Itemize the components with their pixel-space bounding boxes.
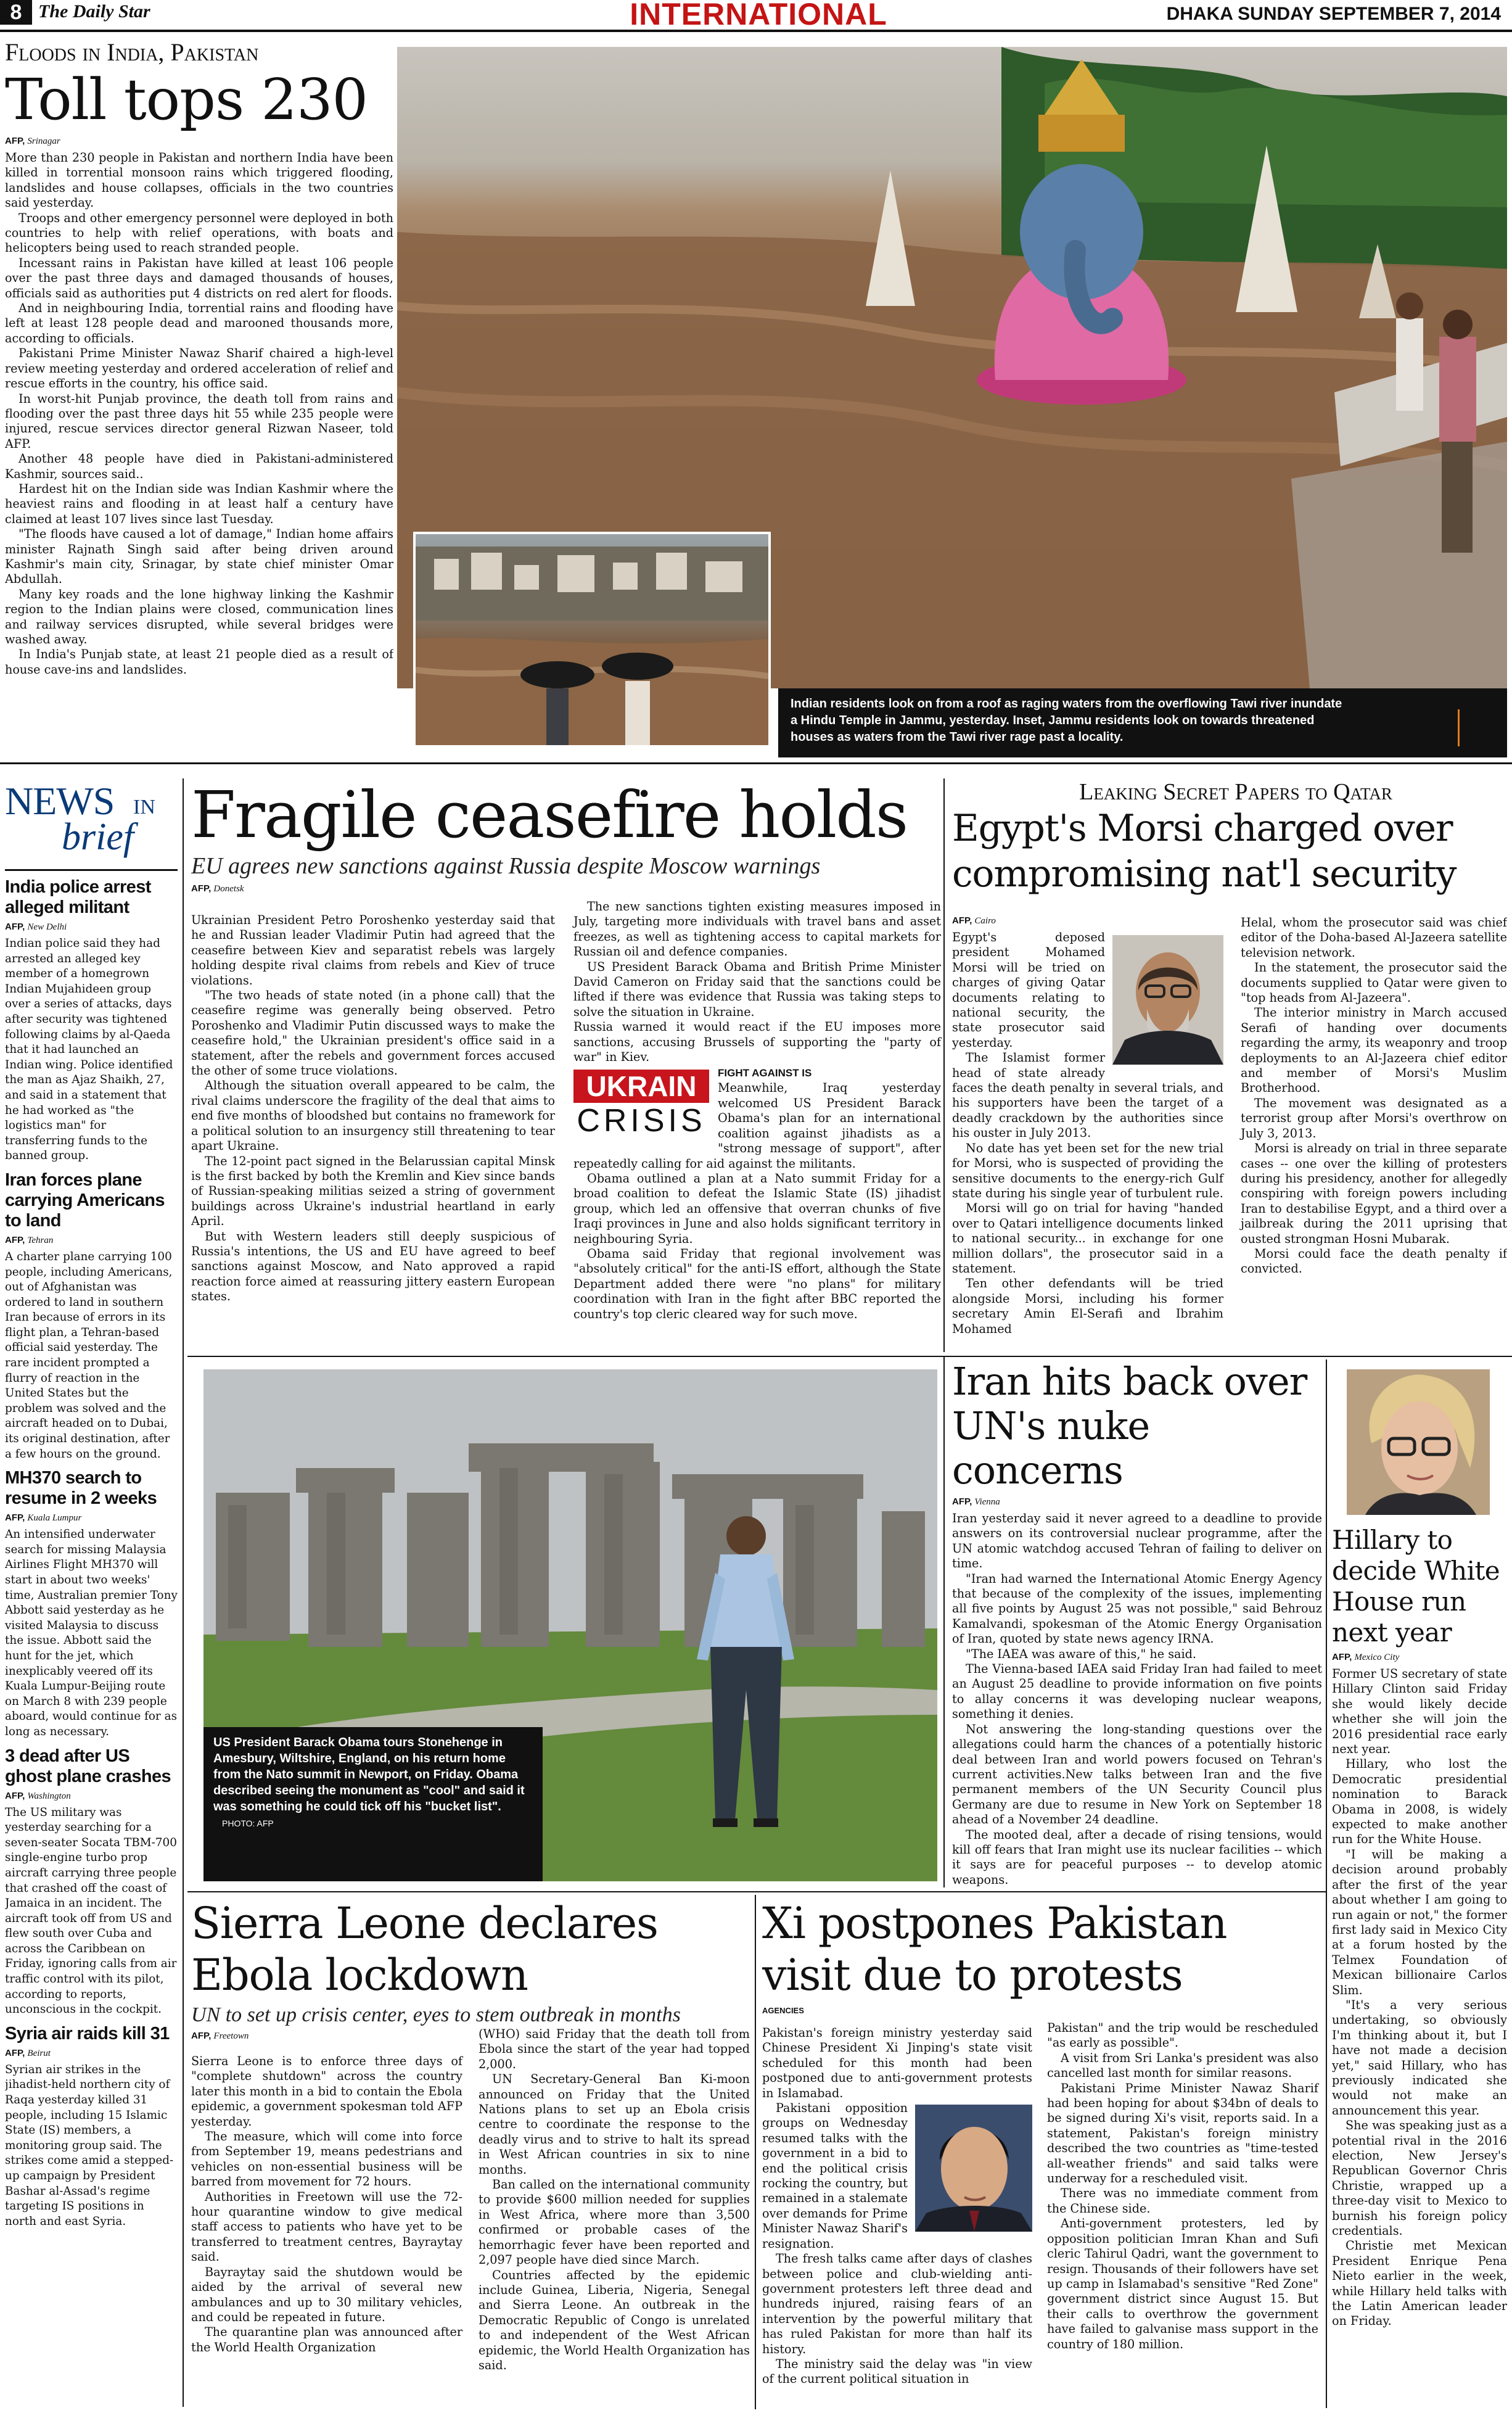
xi-story: [762, 1897, 1321, 2409]
ceasefire-paragraph: The new sanctions tighten existing measures imposed in July, targeting more individuals with travel bans and asset freezes, as well as tightening access to capital markets for Russian oil and defence companies.: [573, 899, 941, 959]
xi-byline: AGENCIES: [762, 2006, 804, 2015]
xi-paragraph: There was no immediate comment from the Chinese side.: [1047, 2186, 1318, 2216]
brief-byline: AFP, Beirut: [5, 2047, 51, 2058]
iran-paragraph: The Vienna-based IAEA said Friday Iran had failed to meet an August 25 deadline to provide information on five points to allay concerns it was developing nuclear weapons, something it denies.: [952, 1662, 1322, 1722]
morsi-paragraph: No date has yet been set for the new trial for Morsi, who is suspected of providing the sensitive documents to the energy-rich Gulf state during his single year of turbulent rule.: [952, 1141, 1223, 1200]
mid-rule: [187, 1356, 1512, 1357]
floods-story: [5, 38, 393, 760]
ebola-byline: AFP, Freetown: [191, 2031, 249, 2041]
ebola-paragraph: The quarantine plan was announced after the World Health Organization: [191, 2325, 462, 2354]
floods-paragraph: "The floods have caused a lot of damage," Indian home affairs minister Rajnath Singh said after being driven around Kashmir's main city, Srinagar, by state chief minister Omar Abdullah.: [5, 527, 393, 587]
iran-paragraph: The mooted deal, after a decade of rising tensions, would kill off fears that Iran might use its nuclear facilities -- which it says are for peaceful purposes -- to develop atomic weapons.: [952, 1827, 1322, 1887]
xi-col1: [762, 2026, 1032, 2387]
morsi-paragraph: Morsi is already on trial in three separate cases -- one over the killing of protesters during his presidency, another for allegedly conspiring with foreign powers including Iran to destabilise Egypt, and a third over a jailbreak during the 2011 uprising that ousted strongman Hosni Mubarak.: [1241, 1141, 1507, 1246]
brief-item: [5, 877, 178, 1164]
hillary-paragraph: "I will be making a decision around probably after the first of the year about whether I am going to run again or not," the former first lady said in Mexico City at a forum hosted by the Telmex Foundation of Mexican billionaire Carlos Slim.: [1332, 1847, 1507, 1997]
lower-rule: [187, 1891, 1326, 1892]
ceasefire-paragraph: The 12-point pact signed in the Belarussian capital Minsk is the first backed by both the Kremlin and Kiev since bands of Russian-speaking militias seized a string of government buildings across Ukraine's industrial heartland in early April.: [191, 1153, 555, 1229]
morsi-paragraph: Ten other defendants will be tried alongside Morsi, including his former secretary Amin El-Serafi and Ibrahim Mohamed: [952, 1276, 1223, 1336]
obama-divider: [943, 1357, 945, 1887]
issue-date: DHAKA SUNDAY SEPTEMBER 7, 2014: [1166, 4, 1501, 24]
iran-paragraph: Not answering the long-standing questions over the allegations could harm the chances of a potentially historic deal between Iran and world powers focused on Tehran's current activities.New talks between Iran and the five permanent members of the UN Security Council plus Germany are due to resume in New York on September 18 ahead of a November 24 deadline.: [952, 1722, 1322, 1827]
floods-paragraph: Pakistani Prime Minister Nawaz Sharif chaired a high-level review meeting yesterday and ordered acceleration of relief and rescue efforts in the country, his office said.: [5, 346, 393, 391]
ebola-paragraph: Authorities in Freetown will use the 72-hour quarantine window to give medical staff access to patients who have yet to be transferred to treatment centres, Bayraytay said.: [191, 2189, 462, 2264]
brief-byline: AFP, New Delhi: [5, 922, 67, 932]
paper-name: The Daily Star: [38, 1, 150, 22]
ebola-paragraph: Ban called on the international community to provide $600 million needed for supplies in West Africa, where more than 3,500 confirmed or probable cases of the hemorrhagic fever have been reported and 2,097 people have died since March.: [479, 2177, 750, 2267]
obama-stonehenge-photo: [203, 1369, 937, 1881]
section-title: INTERNATIONAL: [630, 0, 887, 30]
obama-caption: US President Barack Obama tours Stonehenge in Amesbury, Wiltshire, England, on his return home from the Nato summit in Newport, on Friday. Obama described seeing the monument as "cool" and said it was something he could tick off his "bucket list". PHOTO: AFP: [213, 1736, 525, 1828]
news-in-brief-logo: NEWS IN brief: [5, 778, 178, 871]
xi-paragraph: A visit from Sri Lanka's president was also cancelled last month for similar reasons.: [1047, 2050, 1318, 2081]
hillary-paragraph: She was speaking just as a potential rival in the 2016 election, New Jersey's Republican Governor Chris Christie, wrapped up a three-day visit to Mexico to burnish his foreign policy credentials.: [1332, 2118, 1507, 2238]
ceasefire-paragraph: Although the situation overall appeared to be calm, the rival claims underscore the fragility of the deal that aims to end five months of bloodshed but contains no framework for a political solution to an insurgency still threatening to tear apart Ukraine.: [191, 1078, 555, 1153]
floods-paragraph: In worst-hit Punjab province, the death toll from rains and flooding over the past three days hit 55 while 235 people were injured, rescue services director general Rizwan Naseer, told AFP.: [5, 391, 393, 451]
morsi-paragraph: Helal, whom the prosecutor said was chief editor of the Doha-based Al-Jazeera satellite television network.: [1241, 915, 1507, 960]
iran-headline: Iran hits back over UN's nuke concerns: [952, 1359, 1307, 1493]
flood-inset-photo: [413, 532, 771, 748]
ceasefire-col2: [573, 899, 941, 1322]
iran-byline: AFP, Vienna: [952, 1496, 1000, 1507]
brief-item: [5, 1170, 178, 1462]
xi-col2: [1047, 2021, 1318, 2352]
floods-paragraph: Another 48 people have died in Pakistani-administered Kashmir, sources said..: [5, 452, 393, 481]
ceasefire-paragraph: US President Barack Obama and British Prime Minister David Cameron on Friday said that the sanctions could be lifted if there was evidence that Russia was taking steps to solve the situation in Ukraine.: [573, 959, 941, 1019]
morsi-paragraph: The Islamist former head of state already faces the death penalty in several trials, and his supporters have been the target of a deadly crackdown by the authorities since his ouster in July 2013.: [952, 1050, 1223, 1141]
ebola-paragraph: Countries affected by the epidemic include Guinea, Liberia, Nigeria, Senegal and Sierra Leone. An outbreak in the Democratic Republic of Congo is unrelated to and independent of the West African epidemic, the World Health Organization has said.: [479, 2267, 750, 2372]
morsi-paragraph: Egypt's deposed president Mohamed Morsi will be tried on charges of giving Qatar documents relating to national security, the state prosecutor said yesterday.: [952, 930, 1105, 1050]
morsi-portrait: [1112, 935, 1223, 1065]
hillary-headline: Hillary to decide White House run next year: [1332, 1525, 1500, 1648]
xi-paragraph: Pakistan" and the trip would be rescheduled "as early as possible".: [1047, 2021, 1318, 2050]
floods-paragraph: More than 230 people in Pakistan and northern India have been killed in torrential monsoon rains which triggered flooding, landslides and house collapses, officials in the two countries said yesterday.: [5, 151, 393, 210]
morsi-paragraph: The interior ministry in March accused Serafi of handing over documents regarding the army, its weaponry and troop deployments to an Al-Jazeera chief editor and member of Morsi's Muslim Brotherhood.: [1241, 1005, 1507, 1095]
ebola-col2: [479, 2027, 750, 2373]
ebola-story: [191, 1897, 752, 2409]
iran-story: [952, 1359, 1322, 1890]
ceasefire-paragraph: But with Western leaders still deeply suspicious of Russia's intentions, the US and EU have agreed to beef sanctions against Moscow, and Nato approved a rapid reaction force aimed at reassuring jittery eastern European states.: [191, 1229, 555, 1304]
floods-paragraph: Troops and other emergency personnel were deployed in both countries to help with relief operations, with boats and helicopters being used to reach stranded people.: [5, 210, 393, 255]
brief-divider: [183, 778, 184, 2407]
hillary-byline: AFP, Mexico City: [1332, 1652, 1400, 1662]
floods-headline: Toll tops 230: [5, 67, 368, 133]
brief-title: 3 dead after US ghost plane crashes: [5, 1746, 171, 1786]
masthead: [0, 0, 1512, 30]
ceasefire-paragraph: Obama outlined a plan at a Nato summit Friday for a broad coalition to defeat the Islamic State (IS) jihadist group, which led an offensive that overran chunks of five Iraqi provinces in June and also holds significant territory in neighbouring Syria.: [573, 1171, 941, 1246]
floods-paragraph: Many key roads and the lone highway linking the Kashmir region to the Indian plains were closed, communication lines and railway services disrupted, while several bridges were washed away.: [5, 587, 393, 646]
page-number: 8: [0, 0, 32, 25]
iran-paragraph: Iran yesterday said it never agreed to a deadline to provide answers on its controversial nuclear programme, after the UN atomic watchdog accused Tehran of failing to deliver on time.: [952, 1511, 1322, 1571]
xi-headline: Xi postpones Pakistan visit due to protests: [762, 1898, 1227, 2000]
iran-divider: [1326, 1359, 1327, 2408]
xi-photo: [915, 2105, 1032, 2232]
section-rule: [0, 762, 1512, 764]
ceasefire-story: [191, 778, 943, 1352]
flood-caption: Indian residents look on from a roof as raging waters from the overflowing Tawi river inundate a Hindu Temple in Jammu, yesterday. Inset, Jammu residents look on towards threatened houses as waters from the Tawi river rage past a locality.: [791, 697, 1342, 744]
iran-paragraph: "The IAEA was aware of this," he said.: [966, 1646, 1197, 1661]
hillary-portrait: [1347, 1369, 1490, 1515]
brief-text: A charter plane carrying 100 people, including Americans, out of Afghanistan was ordered to land in southern Iran because of errors in its flight plan, a Tehran-based official said yesterday. The rare incident prompted a flurry of reaction in the United States but the problem was solved and the aircraft headed on to Dubai, its original destination, after a few hours on the ground.: [5, 1250, 173, 1461]
ebola-col1: [191, 2054, 462, 2355]
brief-byline: AFP, Washington: [5, 1790, 71, 1801]
brief-text: Syrian air strikes in the jihadist-held northern city of Raqa yesterday killed 31 people, including 15 Islamic State (IS) members, a monitoring group said. The strikes come amid a stepped-up campaign by President Bashar al-Assad's regime targeting IS positions in north and east Syria.: [5, 2063, 174, 2228]
ceasefire-paragraph: Ukrainian President Petro Poroshenko yesterday said that he and Russian leader Vladimir Putin had agreed that the ceasefire between Kiev and separatist rebels was largely holding despite rival claims from rebels and Kiev of truce violations.: [191, 913, 555, 988]
masthead-rule: [0, 30, 1512, 32]
ukraine-crisis-badge: UKRAIN CRISIS: [573, 1070, 709, 1139]
brief-text: Indian police said they had arrested an alleged key member of a homegrown Indian Mujahideen group over a series of attacks, days after security was tightened following claims by al-Qaeda that it had launched an Indian wing. Police identified the man as Ajaz Shaikh, 27, and said in a statement that he had worked as "the logistics man" for transferring funds to the banned group.: [5, 937, 173, 1163]
morsi-col1: [952, 915, 1223, 1337]
fight-against-is-subhead: FIGHT AGAINST IS: [718, 1067, 812, 1079]
news-in-brief: [5, 778, 178, 2407]
ceasefire-divider: [943, 778, 945, 1352]
ebola-paragraph: The measure, which will come into force from September 19, means pedestrians and vehicles on non-essential business will be barred from movement for 72 hours.: [191, 2129, 462, 2189]
ceasefire-byline: AFP, Donetsk: [191, 883, 244, 894]
brief-byline: AFP, Kuala Lumpur: [5, 1512, 82, 1524]
ceasefire-paragraph: Obama said Friday that regional involvement was "absolutely critical" for the anti-IS effort, although the State Department added there were "no plans" for military coordination with Iran in the fight after BBC reported the country's top cleric cleared way for such move.: [573, 1246, 941, 1321]
ebola-divider: [755, 1895, 756, 2409]
brief-text: The US military was yesterday searching for a seven-seater Socata TBM-700 single-engine turbo prop aircraft carrying three people that crashed off the coast of Jamaica in an incident. The aircraft took off from US and flew south over Cuba and across the Caribbean on Friday, ignoring calls from air traffic control with its pilot, according to reports, unconscious in the cockpit.: [5, 1805, 177, 2016]
flood-caption-box: [778, 688, 1507, 757]
ceasefire-paragraph: "The two heads of state noted (in a phone call) that the ceasefire regime was generally being observed. Petro Poroshenko and Vladimir Putin discussed ways to make the ceasefire hold," the Ukrainian president's office said in a statement, after the rebels and government forces accused the other of some truce violations.: [191, 988, 555, 1078]
xi-paragraph: Pakistani Prime Minister Nawaz Sharif had been hoping for about $34bn of deals to be signed during Xi's visit, reports said. In a statement, Pakistan's foreign ministry described the two countries as "time-tested all-weather friends" and said talks were underway for a rescheduled visit.: [1047, 2081, 1318, 2186]
xi-portrait: [915, 2105, 1032, 2232]
floods-paragraph: And in neighbouring India, torrential rains and flooding have left at least 128 people dead and marooned thousands more, according to officials.: [5, 301, 393, 345]
ebola-headline: Sierra Leone declares Ebola lockdown: [191, 1898, 658, 2000]
hillary-photo: [1347, 1369, 1490, 1515]
xi-paragraph: Anti-government protesters, led by opposition politician Imran Khan and Sufi cleric Tahirul Qadri, want the government to resign. Thousands of their followers have set up camp in Islamabad's sensitive "Red Zone" government district since August 15. But their calls to overthrow the government have failed to galvanise mass support in the country of 180 million.: [1047, 2216, 1318, 2351]
brief-title: Syria air raids kill 31: [5, 2023, 170, 2044]
morsi-headline: Egypt's Morsi charged over compromising nat'l security: [952, 807, 1457, 896]
morsi-paragraph: In the statement, the prosecutor said the documents supplied to Qatar were given to "top heads from Al-Jazeera".: [1241, 960, 1507, 1005]
hillary-paragraph: Christie met Mexican President Enrique Pena Nieto earlier in the week, while Hillary held talks with the Latin American leader on Friday.: [1332, 2238, 1507, 2328]
morsi-byline: AFP, Cairo: [952, 915, 996, 926]
hillary-paragraph: Hillary, who lost the Democratic presidential nomination to Barack Obama in 2008, is widely expected to make another run for the White House.: [1332, 1757, 1507, 1847]
ceasefire-headline: Fragile ceasefire holds: [191, 778, 908, 852]
floods-paragraph: Hardest hit on the Indian side was Indian Kashmir where the heaviest rains and flooding in at least half a century have claimed at least 107 lives since last Tuesday.: [5, 481, 393, 526]
ebola-paragraph: Sierra Leone is to enforce three days of "complete shutdown" across the country later this month in a bid to contain the Ebola epidemic, a government spokesman told AFP yesterday.: [191, 2054, 462, 2129]
xi-paragraph: Pakistan's foreign ministry yesterday said Chinese President Xi Jinping's state visit scheduled for this month had been postponed due to anti-government protests in Islamabad.: [762, 2026, 1032, 2100]
morsi-col2: [1241, 915, 1507, 1277]
hillary-paragraph: Former US secretary of state Hillary Clinton said Friday she would likely decide whether she will join the 2016 presidential race early next year.: [1332, 1667, 1507, 1757]
ceasefire-subhead: EU agrees new sanctions against Russia despite Moscow warnings: [191, 853, 821, 879]
floods-paragraph: Incessant rains in Pakistan have killed at least 106 people over the past three days and damaged thousands of houses, officials said as authorities put 4 districts on red alert for floods.: [5, 255, 393, 300]
ebola-paragraph: (WHO) said Friday that the death toll from Ebola since the start of the year had topped 2,000.: [479, 2027, 750, 2071]
brief-title: India police arrest alleged militant: [5, 877, 151, 917]
morsi-photo: [1112, 935, 1223, 1065]
morsi-paragraph: Morsi could face the death penalty if convicted.: [1241, 1246, 1507, 1276]
ceasefire-paragraph: Meanwhile, Iraq yesterday welcomed US President Barack Obama's plan for an international coalition against jihadists as a "strong message of support", after repeatedly calling for aid against the militants.: [573, 1081, 941, 1171]
brief-title: Iran forces plane carrying Americans to land: [5, 1169, 165, 1231]
hillary-story: [1332, 1369, 1507, 2412]
xi-paragraph: The fresh talks came after days of clashes between police and club-wielding anti-government protesters left three dead and hundreds injured, raising fears of an intervention by the powerful military that has ruled Pakistan for more than half its history.: [762, 2251, 1032, 2356]
brief-text: An intensified underwater search for missing Malaysia Airlines Flight MH370 will start in about two weeks' time, Australian premier Tony Abbott said yesterday as he visited Malaysia to discuss the issue. Abbott said the hunt for the jet, which inexplicably veered off its Kuala Lumpur-Beijing route on March 8 with 239 people aboard, would continue for as long as necessary.: [5, 1528, 178, 1738]
brief-item: [5, 1468, 178, 1739]
ceasefire-paragraph: Russia warned it would react if the EU imposes more sanctions, accusing Brussels of supporting the "party of war" in Kiev.: [573, 1020, 941, 1065]
morsi-paragraph: Morsi will go on trial for having "handed over to Qatari intelligence documents linked to national security... in exchange for one million dollars", the prosecutor said in a statement.: [952, 1201, 1223, 1276]
xi-paragraph: The ministry said the delay was "in view of the current political situation in: [762, 2356, 1032, 2386]
ebola-subhead: UN to set up crisis center, eyes to stem outbreak in months: [191, 2003, 681, 2026]
ebola-paragraph: Bayraytay said the shutdown would be aided by the arrival of several new ambulances and up to 30 military vehicles, and could be repeated in future.: [191, 2264, 462, 2324]
flood-photo-credit: PHOTO: AFP: [1458, 709, 1507, 746]
flood-inset-illustration: [416, 534, 768, 745]
floods-body: [5, 151, 393, 677]
brief-byline: AFP, Tehran: [5, 1234, 54, 1245]
morsi-kicker: Leaking Secret Papers to Qatar: [1079, 779, 1392, 805]
floods-paragraph: In India's Punjab state, at least 21 people died as a result of house cave-ins and landslides.: [5, 647, 393, 677]
ebola-paragraph: UN Secretary-General Ban Ki-moon announced on Friday that the United Nations plans to set up an Ebola crisis centre to coordinate the response to the deadly virus and to strive to halt its spread in West African countries in six to nine months.: [479, 2072, 750, 2177]
hillary-paragraph: "It's a very serious undertaking, so obviously I'm thinking about it, but I have not made a decision yet," said Hillary, who has previously indicated she would not make an announcement this year.: [1332, 1997, 1507, 2118]
xi-paragraph: Pakistani opposition groups on Wednesday resumed talks with the government in a bid to end the political crisis rocking the country, but remained in a stalemate over demands for Prime Minister Nawaz Sharif's resignation.: [762, 2101, 908, 2251]
brief-item: [5, 1746, 178, 2018]
brief-item: [5, 2024, 178, 2230]
morsi-story: [952, 778, 1507, 1352]
obama-caption-box: [203, 1727, 543, 1881]
morsi-paragraph: The movement was designated as a terrorist group after Morsi's overthrow on July 3, 2013.: [1241, 1095, 1507, 1141]
brief-title: MH370 search to resume in 2 weeks: [5, 1468, 157, 1509]
floods-kicker: Floods in India, Pakistan: [5, 38, 259, 66]
iran-paragraph: "Iran had warned the International Atomic Energy Agency that because of the complexity of the issues, implementing all five points by August 25 was not possible," said Behrouz Kamalvandi, spokesman of the Atomic Energy Organisation of Iran, quoted by state news agency IRNA.: [952, 1571, 1322, 1646]
ceasefire-col1: [191, 913, 555, 1305]
floods-byline: AFP, Srinagar: [5, 136, 60, 146]
